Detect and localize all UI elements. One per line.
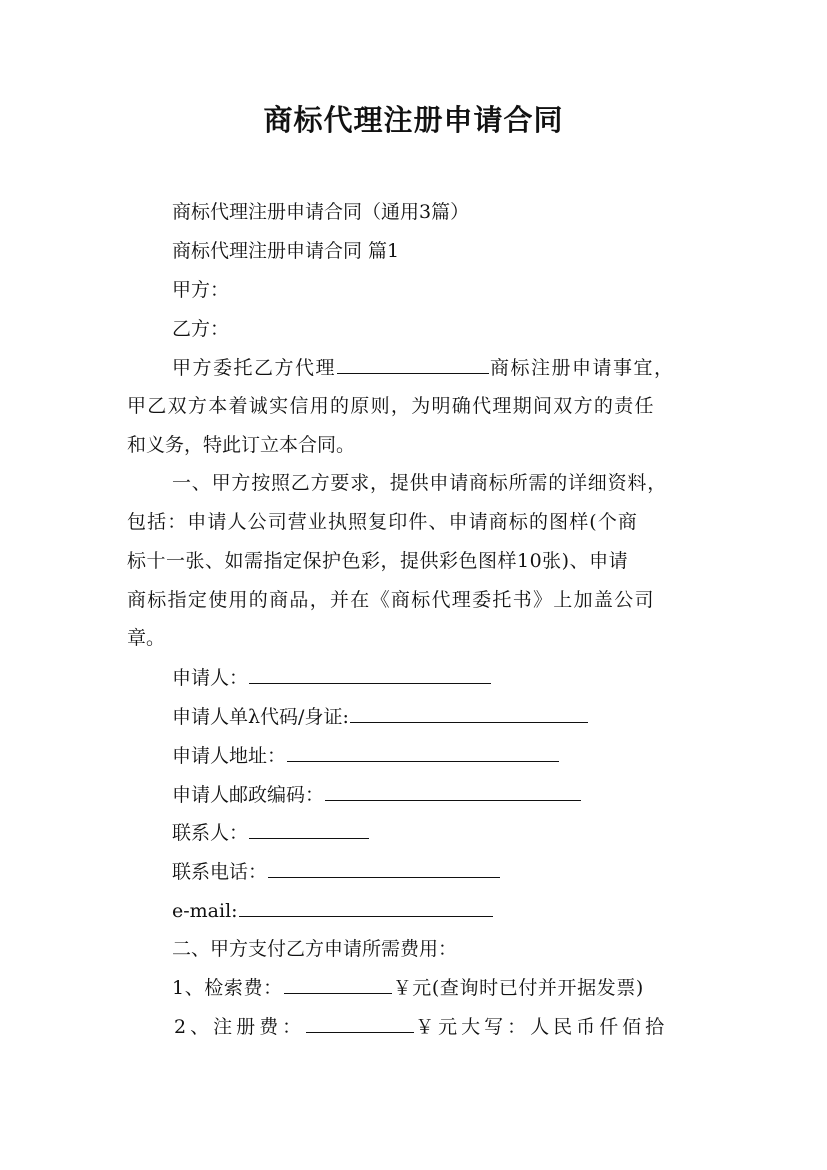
applicant-zip-row [172, 780, 582, 809]
fee-2-row [174, 1012, 668, 1041]
fee-2-note: ￥元大写：人民币仟佰拾 [415, 1016, 669, 1038]
section-2-heading: 二、甲方支付乙方申请所需费用： [172, 938, 458, 960]
phone-blank [268, 857, 500, 878]
fee-2-blank [306, 1012, 414, 1033]
piece-heading: 商标代理注册申请合同 篇1 [172, 240, 400, 262]
paragraph-1-line-1 [172, 353, 675, 382]
applicant-code-label: 申请人单λ代码/身证: [172, 706, 349, 728]
applicant-zip-blank [325, 780, 581, 801]
fee-2-label: 2、注册费： [174, 1016, 306, 1038]
paragraph-1-line-2: 甲乙双方本着诚实信用的原则，为明确代理期间双方的责任 [127, 395, 655, 417]
paragraph-1-text-b: 商标注册申请事宜， [490, 357, 675, 379]
fee-1-blank [284, 973, 392, 994]
applicant-address-row [172, 741, 560, 770]
applicant-zip-label: 申请人邮政编码： [172, 784, 325, 806]
applicant-address-blank [287, 741, 559, 762]
email-row [172, 896, 494, 925]
applicant-code-blank [350, 702, 588, 723]
email-label: e-mail: [172, 900, 238, 922]
paragraph-2-line-4: 商标指定使用的商品，并在《商标代理委托书》上加盖公司 [127, 589, 655, 611]
fee-1-row [172, 973, 644, 1002]
applicant-blank [249, 663, 491, 684]
page-title: 商标代理注册申请合同 [263, 103, 564, 137]
contact-label: 联系人： [172, 822, 249, 844]
contact-row [172, 818, 370, 847]
applicant-code-row [172, 702, 589, 731]
applicant-row [172, 663, 492, 692]
applicant-label: 申请人： [172, 667, 249, 689]
paragraph-2-line-3: 标十一张、如需指定保护色彩，提供彩色图样10张)、申请 [127, 550, 629, 572]
email-blank [239, 896, 493, 917]
phone-row [172, 857, 501, 886]
paragraph-2-line-1: 一、甲方按照乙方要求，提供申请商标所需的详细资料， [172, 472, 668, 494]
paragraph-1-line-3: 和义务，特此订立本合同。 [127, 434, 356, 456]
paragraph-2-line-2: 包括：申请人公司营业执照复印件、申请商标的图样(个商 [127, 511, 639, 533]
agent-trademark-blank [337, 353, 489, 374]
applicant-address-label: 申请人地址： [172, 745, 287, 767]
paragraph-1-text-a: 甲方委托乙方代理 [172, 357, 337, 379]
party-a-label: 甲方： [172, 279, 230, 301]
phone-label: 联系电话： [172, 861, 268, 883]
contact-blank [249, 818, 369, 839]
party-b-label: 乙方： [172, 318, 230, 340]
paragraph-2-line-5: 章。 [127, 627, 166, 649]
fee-1-note: ￥元(查询时已付并开据发票) [392, 977, 644, 999]
subtitle: 商标代理注册申请合同（通用3篇） [172, 201, 470, 223]
fee-1-label: 1、检索费： [172, 977, 283, 999]
